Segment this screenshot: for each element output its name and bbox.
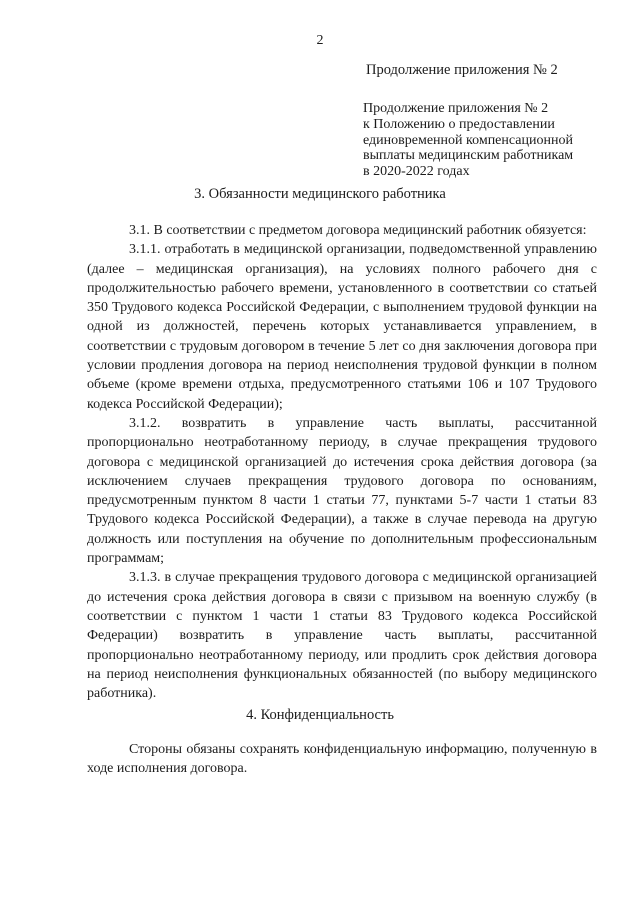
paragraph-3-1-1: 3.1.1. отработать в медицинской организации, подведомственной управлению (далее – медицинская организация), на условиях полного рабочего дня с продолжительностью рабочего времени, установленного в соответствии со статьей 350 Трудового кодекса Российской Федерации, с выполнением трудовой функции на одной из должностей, перечень которых устанавливается управлением, в соответствии с трудовым договором в течение 5 лет со дня заключения договора при условии продления договора на период неисполнения трудовой функции в полном объеме (кроме времени отдыха, предусмотренного статьями 106 и 107 Трудового кодекса Российской Федерации); [87,242,597,412]
section-3-body [87,221,597,703]
section-3-title: 3. Обязанности медицинского работника [194,186,446,202]
paragraph-3-1-3: 3.1.3. в случае прекращения трудового договора с медицинской организацией до истечения срока действия договора в связи с призывом на военную службу (в соответствии с пунктом 1 части 1 статьи 83 Трудового кодекса Российской Федерации) возвратить в управление часть выплаты, рассчитанной пропорционально неотработанному периоду, или продлить срок действия договора на период неисполнения функциональных обязанностей (по выбору медицинского работника). [87,570,597,702]
paragraph-confidentiality: Стороны обязаны сохранять конфиденциальную информацию, полученную в ходе исполнения договора. [87,742,597,777]
appendix-header-line: в 2020-2022 годах [363,164,470,180]
appendix-header-line: единовременной компенсационной [363,132,573,148]
appendix-header-line: Продолжение приложения № 2 [363,101,549,116]
continuation-label: Продолжение приложения № 2 [366,62,558,78]
paragraph-3-1-2: 3.1.2. возвратить в управление часть выплаты, рассчитанной пропорционально неотработанному периоду, в случае прекращения трудового договора с медицинской организацией до истечения срока действия договора (за исключением случаев прекращения трудового договора по основаниям, предусмотренным пунктом 8 части 1 статьи 77, пунктами 5-7 части 1 статьи 83 Трудового кодекса Российской Федерации), а также в случае перевода на другую должность или поступления на обучение по дополнительным профессиональным программам; [87,415,597,567]
appendix-header [363,101,613,180]
appendix-header-line: выплаты медицинским работникам [363,148,574,164]
section-4-title: 4. Конфиденциальность [246,707,394,723]
paragraph-3-1: 3.1. В соответствии с предметом договора медицинский работник обязуется: [129,223,587,238]
page-number: 2 [316,33,324,48]
appendix-header-line: к Положению о предоставлении [363,116,555,132]
section-4-body [87,740,597,779]
